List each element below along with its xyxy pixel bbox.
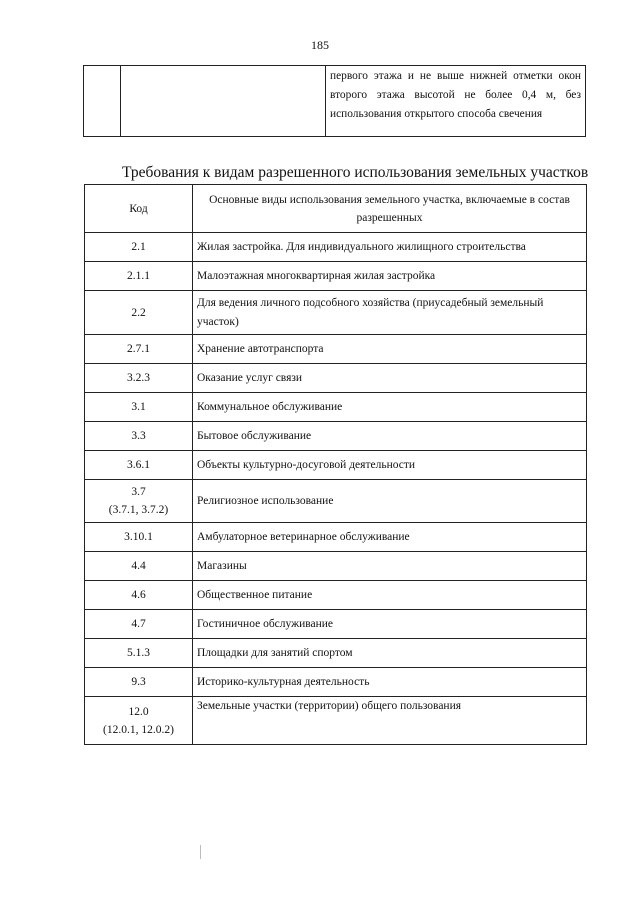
table-cell-text: первого этажа и не выше нижней отметки окон второго этажа высотой не более 0,4 м, без использования открытого способа свечения [326, 66, 586, 137]
row-code: 3.3 [85, 422, 193, 451]
row-code: 4.7 [85, 610, 193, 639]
row-name: Коммунальное обслуживание [193, 393, 587, 422]
row-name: Земельные участки (территории) общего пользования [193, 697, 587, 745]
row-name: Бытовое обслуживание [193, 422, 587, 451]
table-row [85, 291, 587, 335]
row-code: 2.7.1 [85, 335, 193, 364]
table-row [85, 668, 587, 697]
table-row [85, 364, 587, 393]
row-code: 9.3 [85, 668, 193, 697]
row-name: Хранение автотранспорта [193, 335, 587, 364]
table-row [85, 422, 587, 451]
row-code: 3.10.1 [85, 523, 193, 552]
table-row [85, 233, 587, 262]
row-name: Гостиничное обслуживание [193, 610, 587, 639]
row-code: 5.1.3 [85, 639, 193, 668]
table-row [85, 523, 587, 552]
row-name: Общественное питание [193, 581, 587, 610]
table-row [85, 335, 587, 364]
table-row [85, 480, 587, 523]
page-number: 185 [311, 38, 329, 52]
table-cell-empty [121, 66, 326, 137]
table-row [85, 581, 587, 610]
table-row [85, 697, 587, 745]
row-name: Малоэтажная многоквартирная жилая застройка [193, 262, 587, 291]
row-code: 2.1 [85, 233, 193, 262]
row-code: 3.2.3 [85, 364, 193, 393]
row-name: Площадки для занятий спортом [193, 639, 587, 668]
row-name: Для ведения личного подсобного хозяйства (приусадебный земельный участок) [193, 291, 587, 335]
table-row [85, 262, 587, 291]
row-code: 2.2 [85, 291, 193, 335]
table-row [85, 610, 587, 639]
land-use-table [84, 184, 587, 745]
table-row [85, 451, 587, 480]
row-code: 3.6.1 [85, 451, 193, 480]
header-name: Основные виды использования земельного участка, включаемые в состав разрешенных [193, 185, 587, 233]
row-name: Историко-культурная деятельность [193, 668, 587, 697]
row-name: Жилая застройка. Для индивидуального жилищного строительства [193, 233, 587, 262]
row-name: Объекты культурно-досуговой деятельности [193, 451, 587, 480]
row-code: 3.7 (3.7.1, 3.7.2) [85, 480, 193, 523]
row-code: 4.6 [85, 581, 193, 610]
section-title: Требования к видам разрешенного использования земельных участков [122, 164, 589, 181]
row-code: 12.0 (12.0.1, 12.0.2) [85, 697, 193, 745]
row-name: Религиозное использование [193, 480, 587, 523]
row-code: 4.4 [85, 552, 193, 581]
row-name: Магазины [193, 552, 587, 581]
table-header-row [85, 185, 587, 233]
table-row [85, 393, 587, 422]
row-code: 3.1 [85, 393, 193, 422]
continuation-table [83, 65, 586, 137]
row-code: 2.1.1 [85, 262, 193, 291]
row-name: Амбулаторное ветеринарное обслуживание [193, 523, 587, 552]
table-cell-empty [84, 66, 121, 137]
scan-artifact [200, 845, 201, 859]
row-name: Оказание услуг связи [193, 364, 587, 393]
table-row [85, 552, 587, 581]
table-row [84, 66, 586, 137]
header-code: Код [85, 185, 193, 233]
table-row [85, 639, 587, 668]
